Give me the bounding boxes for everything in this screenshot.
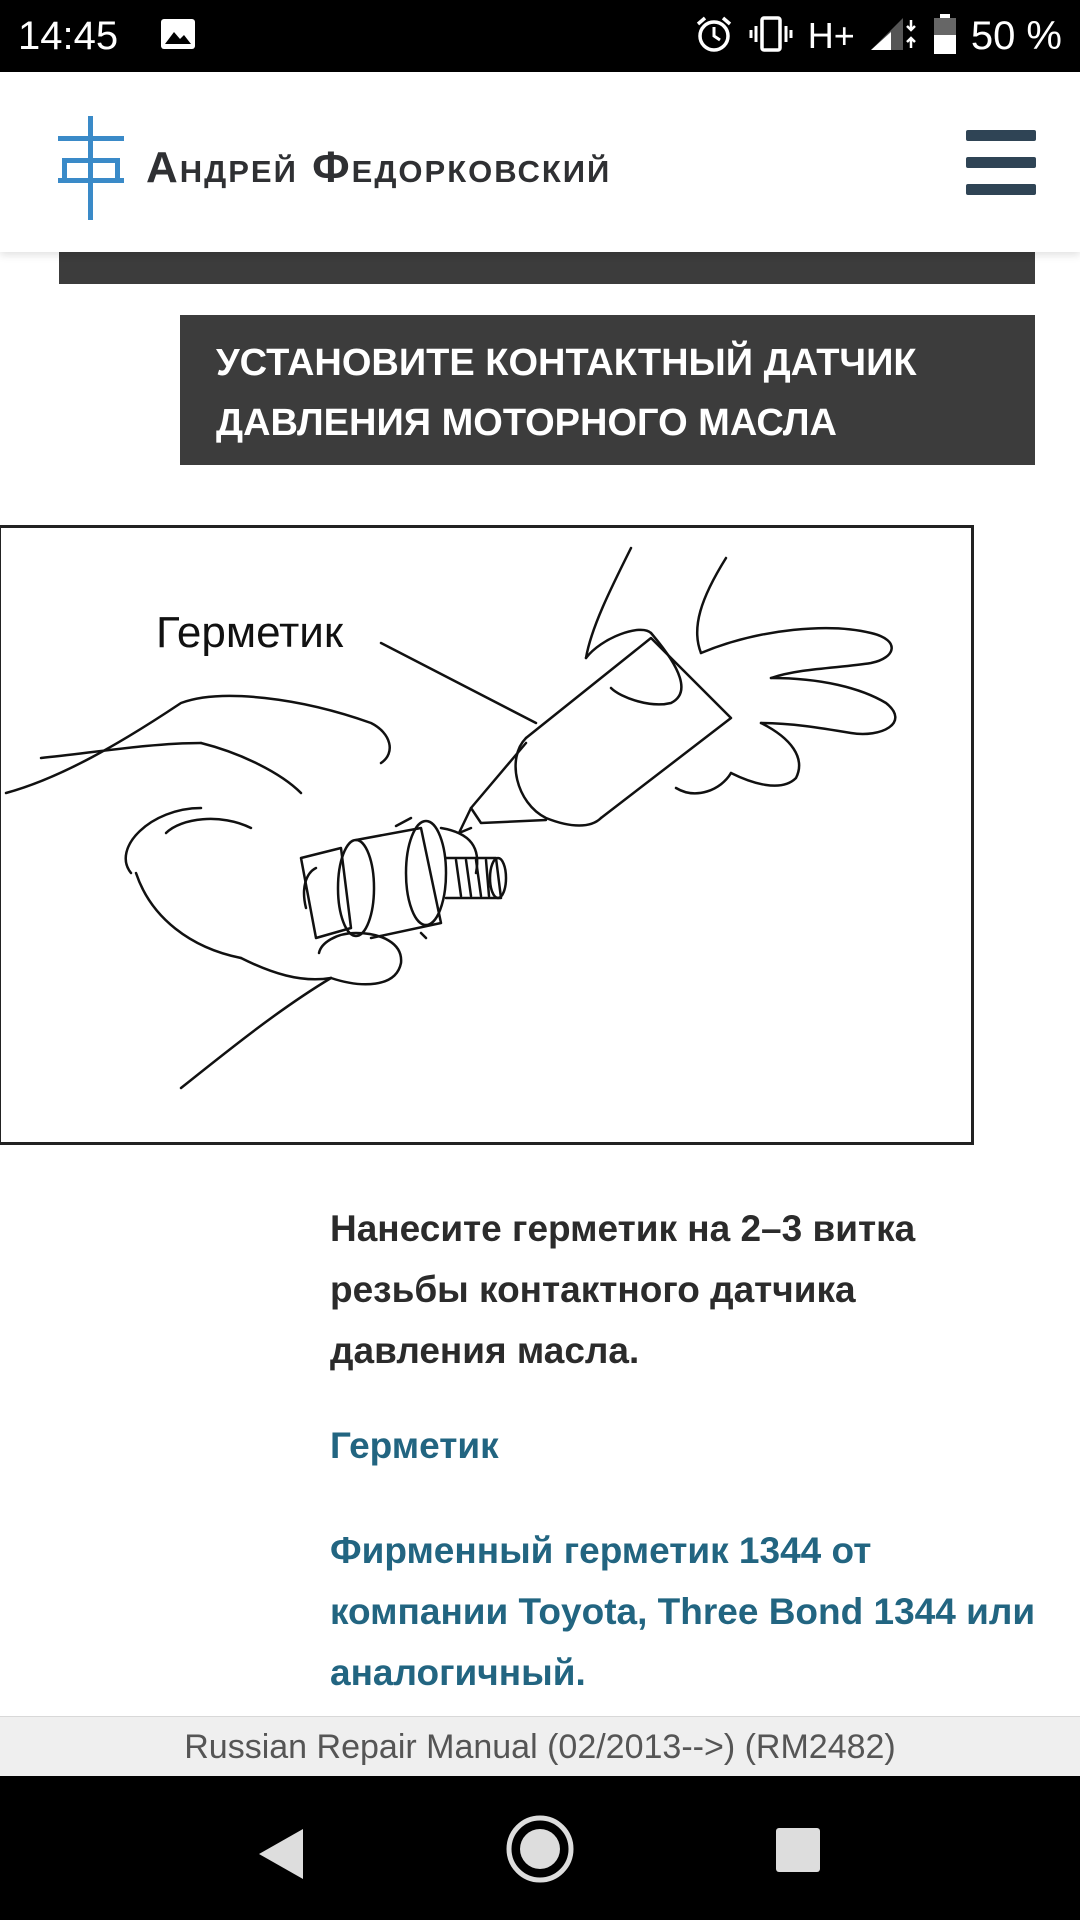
manual-footer: Russian Repair Manual (02/2013-->) (RM2482) bbox=[0, 1716, 1080, 1777]
alarm-icon bbox=[694, 14, 734, 59]
signal-icon bbox=[869, 14, 919, 59]
section-heading: УСТАНОВИТЕ КОНТАКТНЫЙ ДАТЧИК ДАВЛЕНИЯ МОТОРНОГО МАСЛА bbox=[180, 315, 1035, 465]
home-icon[interactable] bbox=[505, 1814, 575, 1889]
vibrate-icon bbox=[748, 14, 794, 59]
status-icons bbox=[694, 12, 1062, 60]
illustration bbox=[0, 525, 974, 1145]
logo-mark-icon[interactable] bbox=[58, 116, 124, 225]
photo-icon bbox=[160, 18, 196, 55]
battery-percent: 50 % bbox=[970, 14, 1062, 58]
recents-icon[interactable] bbox=[774, 1826, 822, 1879]
instruction-text: Нанесите герметик на 2–3 витка резьбы контактного датчика давления масла. bbox=[330, 1208, 916, 1371]
site-name[interactable]: Андрей Федорковский bbox=[146, 143, 612, 192]
back-icon[interactable] bbox=[255, 1827, 305, 1886]
sealant-title: Герметик bbox=[330, 1425, 499, 1466]
previous-section-block bbox=[59, 252, 1035, 284]
illustration-label: Герметик bbox=[156, 608, 344, 657]
network-type: H+ bbox=[807, 15, 855, 56]
site-header bbox=[0, 72, 1080, 252]
battery-icon bbox=[933, 13, 957, 60]
sensor-sealant-drawing bbox=[1, 528, 974, 1145]
status-time: 14:45 bbox=[18, 14, 119, 58]
sealant-description: Фирменный герметик 1344 от компании Toyota, Three Bond 1344 или аналогичный. bbox=[330, 1530, 1036, 1693]
status-bar bbox=[0, 0, 1080, 72]
hamburger-menu-icon[interactable] bbox=[966, 128, 1036, 198]
